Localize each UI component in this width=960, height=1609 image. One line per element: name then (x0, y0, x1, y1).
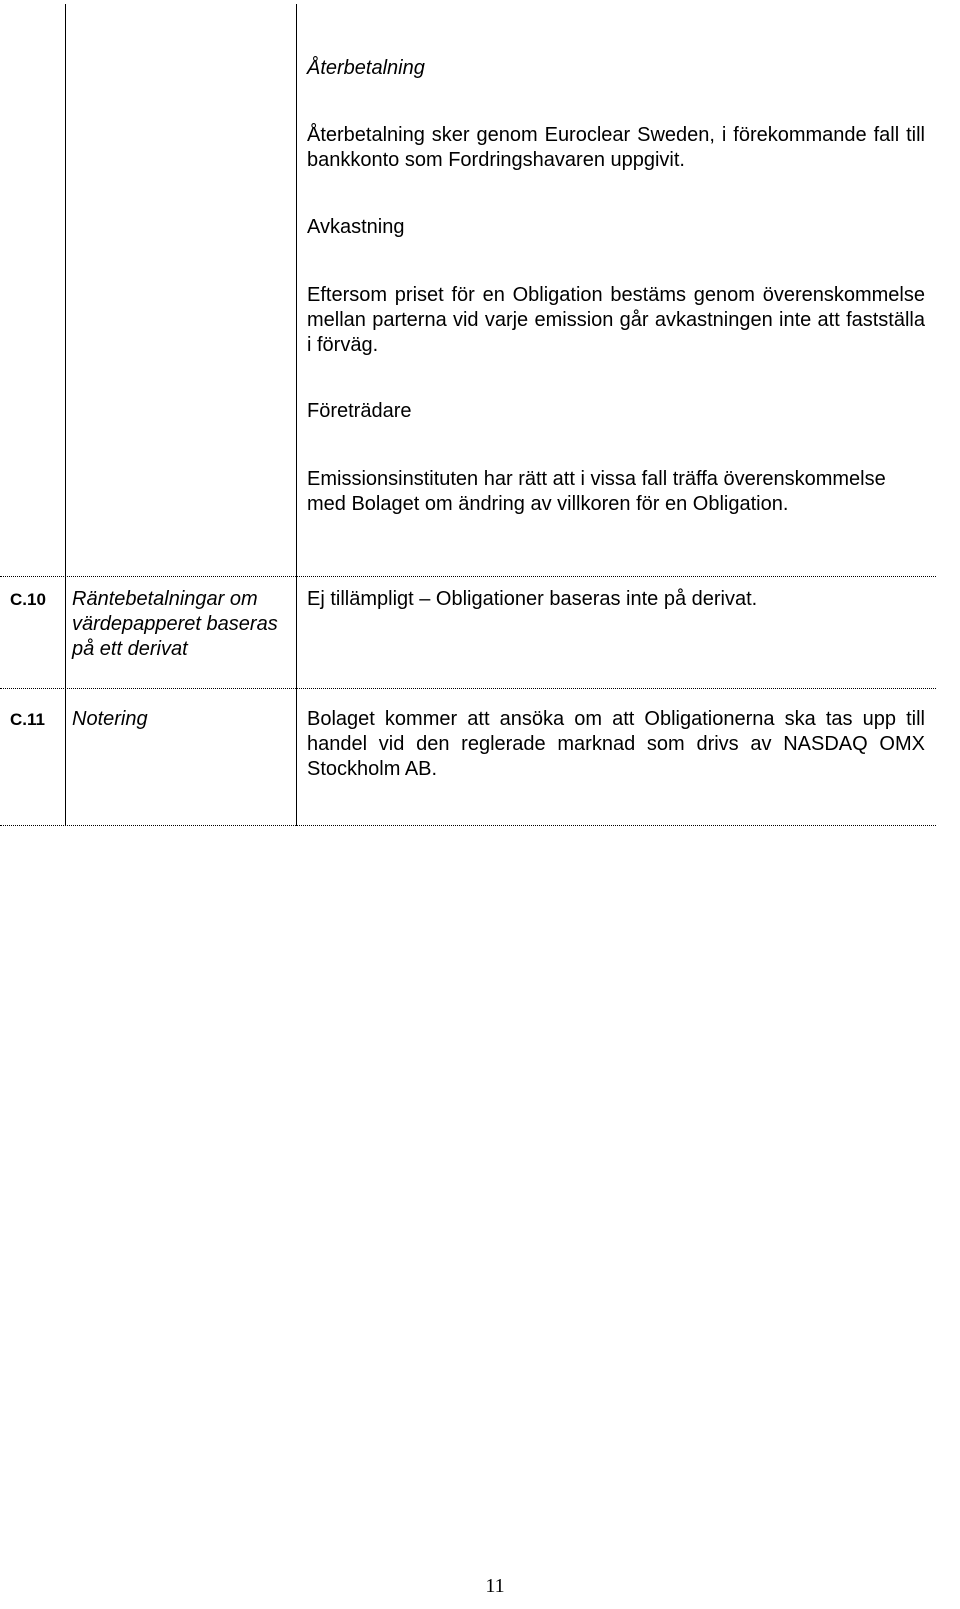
row-code-c10: C.10 (10, 590, 46, 609)
row-code-c11: C.11 (10, 710, 45, 729)
row-divider (0, 576, 936, 577)
section-heading-aterbetalning: Återbetalning (307, 57, 425, 79)
section-body-aterbetalning: Återbetalning sker genom Euroclear Sweden, i förekommande fall till bankkonto som Fordringshavaren uppgivit. (307, 124, 925, 171)
row-content-c11: Bolaget kommer att ansöka om att Obligationerna ska tas upp till handel vid den reglerade marknad som drivs av NASDAQ OMX Stockholm AB. (307, 708, 925, 780)
section-heading-foretradare: Företrädare (307, 400, 412, 422)
section-body-avkastning: Eftersom priset för en Obligation bestäms genom överenskommelse mellan parterna vid varje emission går avkastningen inte att fastställa i förväg. (307, 284, 925, 356)
row-label-c10: Räntebetalningar om värdepapperet baseras på ett derivat (72, 588, 278, 660)
section-body-foretradare: Emissionsinstituten har rätt att i vissa fall träffa överenskommelse med Bolaget om ändring av villkoren för en Obligation. (307, 468, 886, 515)
row-divider (0, 688, 936, 689)
row-label-c11: Notering (72, 708, 148, 730)
table-bottom-border (0, 825, 936, 826)
page-number: 11 (485, 1575, 505, 1597)
table-border-left (65, 4, 66, 826)
row-content-c10: Ej tillämpligt – Obligationer baseras inte på derivat. (307, 588, 758, 610)
table-border-middle (296, 4, 297, 826)
section-heading-avkastning: Avkastning (307, 216, 405, 238)
